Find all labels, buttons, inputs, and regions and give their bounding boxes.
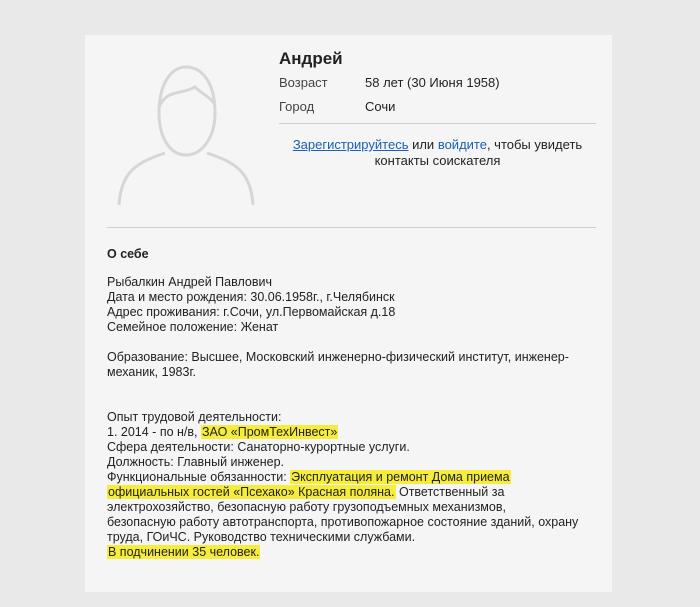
notice-text-line2: контакты соискателя xyxy=(374,153,501,168)
about-line: Дата и место рождения: 30.06.1958г., г.Челябинск xyxy=(107,290,395,304)
about-line xyxy=(107,425,602,440)
about-line-part: 1. 2014 - по н/в, xyxy=(107,425,201,439)
contacts-notice xyxy=(279,137,596,169)
about-line: Должность: Главный инженер. xyxy=(107,455,285,469)
register-link[interactable]: Зарегистрируйтесь xyxy=(292,137,409,152)
highlighted-duties: официальных гостей «Псехако» Красная поляна. xyxy=(108,485,395,499)
about-line: Адрес проживания: г.Сочи, ул.Первомайская д.18 xyxy=(107,305,396,319)
divider xyxy=(279,123,596,124)
login-link[interactable]: войдите xyxy=(437,137,487,152)
about-line: электрохозяйство, безопасную работу грузоподъемных механизмов, xyxy=(107,500,506,514)
about-line: Рыбалкин Андрей Павлович xyxy=(107,275,272,289)
user-avatar-icon xyxy=(115,55,257,207)
about-line: Сфера деятельности: Санаторно-курортные услуги. xyxy=(107,440,410,454)
age-value: 58 лет (30 Июня 1958) xyxy=(365,75,500,90)
age-label: Возраст xyxy=(279,75,328,90)
resume-card xyxy=(85,35,612,592)
notice-text: , чтобы увидеть xyxy=(486,137,583,152)
about-line: Образование: Высшее, Московский инженерно-физический институт, инженер- xyxy=(107,350,569,364)
highlighted-subordinates: В подчинении 35 человек. xyxy=(108,545,260,559)
about-line: механик, 1983г. xyxy=(107,365,196,379)
about-line xyxy=(107,470,602,485)
about-line-part: Функциональные обязанности: xyxy=(107,470,291,484)
city-label: Город xyxy=(279,99,315,114)
highlighted-company: ЗАО «ПромТехИнвест» xyxy=(201,425,338,439)
about-line: Семейное положение: Женат xyxy=(107,320,279,334)
about-line-part: Ответственный за xyxy=(395,485,505,499)
about-line: безопасную работу автотранспорта, противопожарное состояние зданий, охрану xyxy=(107,515,579,529)
or-text: или xyxy=(408,137,438,152)
divider xyxy=(107,227,596,228)
candidate-name: Андрей xyxy=(279,49,343,68)
about-line xyxy=(107,545,602,560)
about-line: Опыт трудовой деятельности: xyxy=(107,410,282,424)
city-value: Сочи xyxy=(365,99,396,114)
about-title: О себе xyxy=(107,247,149,261)
about-line xyxy=(107,485,602,500)
about-text xyxy=(107,275,602,560)
highlighted-duties: Эксплуатация и ремонт Дома приема xyxy=(291,470,510,484)
about-line: труда, ГОиЧС. Руководство техническими службами. xyxy=(107,530,416,544)
